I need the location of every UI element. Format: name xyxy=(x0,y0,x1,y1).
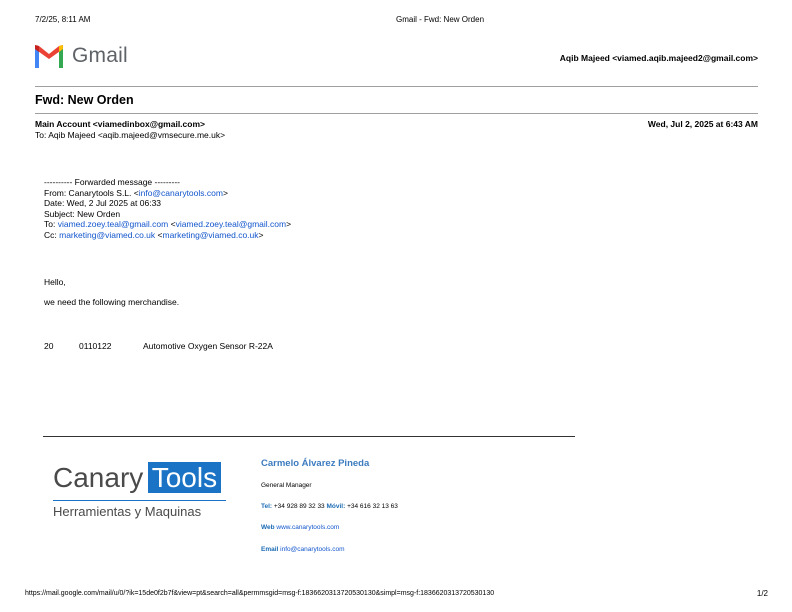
logo-tagline: Herramientas y Maquinas xyxy=(53,504,202,519)
forward-subject: Subject: New Orden xyxy=(44,208,121,219)
order-description: Automotive Oxygen Sensor R-22A xyxy=(143,341,273,351)
print-title: Gmail - Fwd: New Orden xyxy=(396,15,485,24)
signature-role: General Manager xyxy=(261,482,312,489)
forward-cc-email-link-2[interactable]: marketing@viamed.co.uk xyxy=(162,229,259,240)
gmail-logo-icon xyxy=(33,44,65,68)
mobile-label: Móvil: xyxy=(326,503,346,510)
email-label: Email xyxy=(261,546,279,553)
signature-email xyxy=(261,546,345,554)
signature-web xyxy=(261,524,339,532)
forward-to: To: viamed.zoey.teal@gmail.com <viamed.zoey.teal@gmail.com> xyxy=(44,219,292,229)
forward-to-email-link[interactable]: viamed.zoey.teal@gmail.com xyxy=(57,219,169,229)
order-qty: 20 xyxy=(44,341,54,351)
body-line: we need the following merchandise. xyxy=(44,297,180,307)
web-link[interactable]: www.canarytools.com xyxy=(276,524,340,531)
forward-to-email-link-2[interactable]: viamed.zoey.teal@gmail.com xyxy=(175,219,287,229)
divider-subject xyxy=(35,113,758,114)
email-from: Main Account <viamedinbox@gmail.com> xyxy=(35,119,205,129)
forward-from-email-link[interactable]: info@canarytools.com xyxy=(138,187,223,198)
order-code: 0110122 xyxy=(79,341,112,351)
forwarded-block xyxy=(44,177,291,240)
forward-date: Date: Wed, 2 Jul 2025 at 06:33 xyxy=(44,198,162,208)
account-user: Aqib Majeed <viamed.aqib.majeed2@gmail.com> xyxy=(559,53,758,63)
canary-tools-logo xyxy=(53,462,221,494)
logo-underline xyxy=(53,500,226,501)
print-datetime: 7/2/25, 8:11 AM xyxy=(35,15,91,24)
mobile-value: +34 616 32 13 63 xyxy=(347,503,398,510)
forward-cc-email-link[interactable]: marketing@viamed.co.uk xyxy=(59,229,156,240)
logo-word-tools: Tools xyxy=(148,462,221,493)
email-date: Wed, Jul 2, 2025 at 6:43 AM xyxy=(647,119,758,129)
body-greeting: Hello, xyxy=(44,277,66,287)
tel-value: +34 928 89 32 33 xyxy=(273,503,325,510)
print-url: https://mail.google.com/mail/u/0/?ik=15de0f2b7f&view=pt&search=all&permmsgid=msg-f:1836620313720530130&simpl=msg-f:1836620313720530130 xyxy=(25,590,495,597)
gmail-wordmark: Gmail xyxy=(72,44,128,67)
tel-label: Tel: xyxy=(261,503,273,510)
signature-divider xyxy=(43,436,575,437)
signature-name: Carmelo Álvarez Pineda xyxy=(261,458,370,469)
forward-cc: Cc: marketing@viamed.co.uk <marketing@viamed.co.uk> xyxy=(44,229,264,240)
email-to: To: Aqib Majeed <aqib.majeed@vmsecure.me.uk> xyxy=(35,130,226,140)
email-link[interactable]: info@canarytools.com xyxy=(280,546,345,553)
forward-from-label: From: Canarytools S.L. xyxy=(44,187,132,198)
forward-to-label: To: xyxy=(44,219,56,229)
forward-from: From: Canarytools S.L. <info@canarytools.com> xyxy=(44,187,228,198)
logo-word-canary: Canary xyxy=(53,462,144,493)
web-label: Web xyxy=(261,524,275,531)
forward-cc-label: Cc: xyxy=(44,229,57,240)
forward-separator: ---------- Forwarded message --------- xyxy=(44,177,180,187)
email-subject: Fwd: New Orden xyxy=(35,93,134,107)
print-page-number: 1/2 xyxy=(756,589,768,598)
signature-phones xyxy=(261,503,398,511)
divider-top xyxy=(35,86,758,87)
